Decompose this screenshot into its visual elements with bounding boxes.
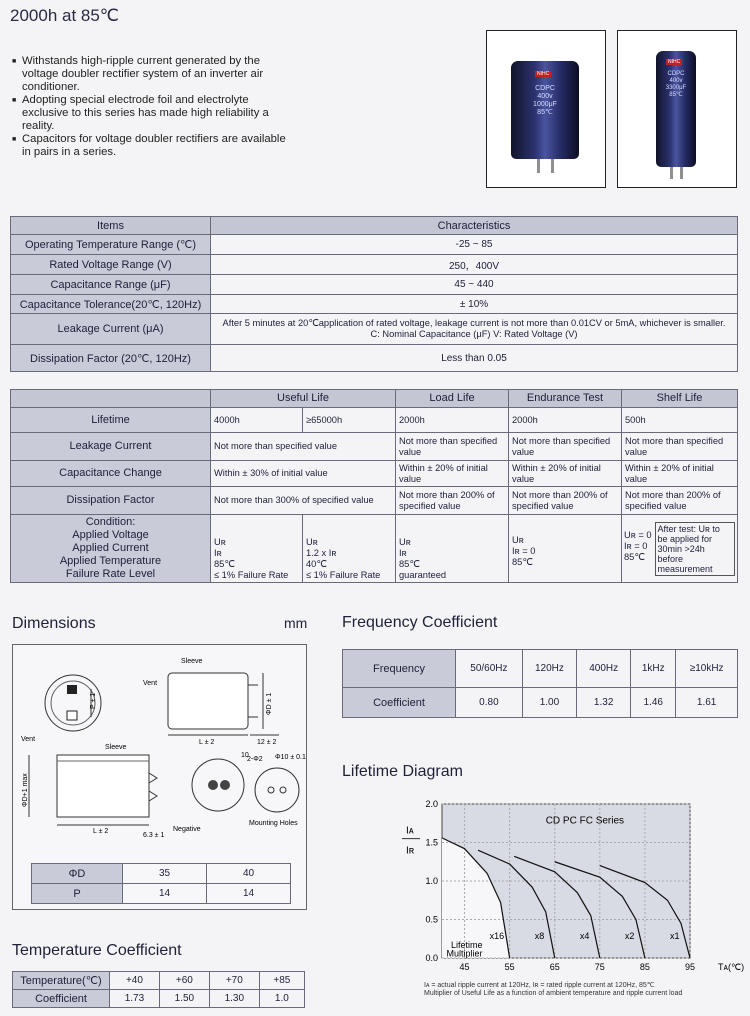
leakage-note: C: Nominal Capacitance (μF) V: Rated Voltage (V): [370, 329, 578, 339]
spec-label: Leakage Current (μA): [11, 314, 211, 345]
mounting-hole: [268, 787, 274, 793]
condition-label: Condition:: [85, 516, 136, 528]
lifetime-chart: [342, 792, 748, 980]
x-tick-label: 45: [459, 962, 470, 972]
page-title: 2000h at 85℃: [10, 6, 119, 25]
spec-label: Capacitance Range (μF): [11, 275, 211, 295]
spec-label: Rated Voltage Range (V): [11, 255, 211, 275]
freq-coef-cell: 0.80: [456, 688, 523, 718]
freq-cell: ≥10kHz: [676, 650, 738, 688]
label-l: L ± 2: [199, 739, 215, 746]
condition-cell: [211, 515, 303, 583]
brand-logo: NIHC: [537, 71, 550, 77]
condition-value: 85℃: [624, 551, 645, 562]
life-header-blank: [11, 390, 211, 408]
condition-value: 40℃: [306, 559, 327, 569]
freq-cell: 1kHz: [631, 650, 676, 688]
coef-cell: 1.30: [209, 990, 259, 1008]
life-cell: Not more than 200% of specified value: [622, 487, 738, 515]
brand-logo: NIHC: [668, 59, 681, 65]
spec-value: -25 ~ 85: [211, 235, 738, 255]
row-label: Capacitance Change: [11, 461, 211, 487]
dim-cell: 14: [123, 884, 207, 904]
label-vent: Vent: [143, 680, 158, 687]
feature-item: ■ Adopting special electrode foil and electrolyte exclusive to this series has made high reliability a reality.: [12, 94, 292, 133]
freq-coef-cell: 1.00: [522, 688, 576, 718]
specs-header-items: Items: [11, 217, 211, 235]
x-tick-label: 95: [684, 962, 696, 972]
condition-label: Failure Rate Level: [65, 568, 156, 580]
coef-cell: 1.0: [259, 990, 304, 1008]
capacitor-image: [511, 61, 579, 159]
label-len12: 12 ± 2: [257, 739, 277, 746]
freq-coef-cell: 1.46: [631, 688, 676, 718]
y-tick-label: 0.0: [425, 953, 438, 963]
coef-cell: 1.50: [159, 990, 209, 1008]
condition-label: Applied Voltage: [72, 529, 149, 541]
life-cell: Within ± 20% of initial value: [509, 461, 622, 487]
capacitor-image: [656, 51, 696, 167]
product-photo-snapin: [486, 30, 606, 188]
header-useful-life: Useful Life: [211, 390, 396, 408]
temp-cell: +85: [259, 972, 304, 990]
lifetime-footnotes: [424, 982, 682, 998]
coef-cell: 1.73: [110, 990, 160, 1008]
life-cell: Not more than specified value: [509, 433, 622, 461]
lead-pin: [551, 159, 554, 173]
coef-row-label: Coefficient: [13, 990, 110, 1008]
life-cell: Within ± 30% of initial value: [211, 461, 396, 487]
y-axis-label-top: Iᴀ: [406, 825, 414, 837]
temperature-table: [12, 971, 305, 1008]
life-cell: 2000h: [509, 408, 622, 433]
life-cell: Not more than specified value: [622, 433, 738, 461]
x-tick-label: 75: [594, 962, 605, 972]
freq-cell: 400Hz: [577, 650, 631, 688]
after-test-note: After test: Uʀ to be applied for 30min >24h before measurement: [655, 522, 735, 576]
frequency-table: [342, 649, 738, 718]
specs-table: [10, 216, 738, 372]
marking-text: 85℃: [669, 92, 683, 98]
dim-label-phid: ΦD: [32, 864, 123, 884]
spec-label: Dissipation Factor (20℃, 120Hz): [11, 345, 211, 372]
condition-value: Iʀ = 0: [624, 540, 648, 551]
label-p: P ± 1: [90, 692, 97, 709]
spec-value: 45 ~ 440: [211, 275, 738, 295]
temp-cell: +60: [159, 972, 209, 990]
condition-cell: [303, 515, 396, 583]
series-label-x2: x2: [624, 930, 635, 941]
side-view-body-2: [57, 755, 149, 817]
product-photo-tall: [617, 30, 737, 188]
label-sleeve: Sleeve: [181, 658, 203, 665]
label-l-2: L ± 2: [93, 828, 109, 835]
marking-text: 3300μF: [665, 85, 687, 91]
y-axis-label-bottom: Iʀ: [406, 845, 415, 857]
x-tick-label: 65: [549, 962, 560, 972]
condition-label: Applied Temperature: [59, 555, 162, 567]
dimensions-box: [12, 644, 307, 910]
dimension-table: [31, 863, 291, 904]
label-phi10: Φ10 ± 0.1: [275, 754, 306, 761]
marking-text: 1000μF: [533, 101, 557, 108]
snap-pins: [149, 773, 157, 801]
series-label-x4: x4: [579, 930, 590, 941]
temperature-title: Temperature Coefficient: [12, 942, 182, 959]
condition-value: 85℃: [512, 557, 533, 567]
freq-row-label: Frequency: [343, 650, 456, 688]
temp-cell: +40: [110, 972, 160, 990]
spec-value: 250，400V: [211, 255, 738, 275]
life-table: [10, 389, 738, 583]
label-phi2: 2-Φ2: [247, 756, 263, 763]
condition-cell: [509, 515, 622, 583]
freq-cell: 120Hz: [522, 650, 576, 688]
lifetime-title: Lifetime Diagram: [342, 763, 463, 780]
marking-text: CDPC: [535, 85, 555, 92]
condition-cell: [396, 515, 509, 583]
condition-label: Applied Current: [72, 542, 149, 554]
marking-text: 400v: [537, 93, 553, 100]
side-view-body: [168, 673, 248, 729]
y-tick-label: 1.0: [425, 876, 438, 886]
condition-value: guaranteed: [399, 570, 447, 580]
feature-item: ■ Capacitors for voltage doubler rectifiers are available in pairs in a series.: [12, 133, 292, 159]
life-cell: Not more than 200% of specified value: [396, 487, 509, 515]
life-cell: Not more than 300% of specified value: [211, 487, 396, 515]
life-cell: Within ± 20% of initial value: [622, 461, 738, 487]
header-load-life: Load Life: [396, 390, 509, 408]
freq-coef-cell: 1.32: [577, 688, 631, 718]
footnote: Iᴀ = actual ripple current at 120Hz, Iʀ = rated ripple current at 120Hz, 85℃: [424, 982, 655, 989]
feature-list: [12, 55, 292, 159]
terminal-dot: [208, 780, 218, 790]
row-label: Lifetime: [11, 408, 211, 433]
freq-coef-cell: 1.61: [676, 688, 738, 718]
dim-label-p: P: [32, 884, 123, 904]
life-cell: 4000h: [211, 408, 303, 433]
y-tick-label: 1.5: [425, 837, 438, 848]
row-label: Leakage Current: [11, 433, 211, 461]
dim-cell: 14: [207, 884, 291, 904]
condition-value: 1.2 x Iʀ: [306, 548, 337, 558]
condition-value: Iʀ = 0: [512, 546, 536, 556]
condition-value: 85℃: [214, 559, 235, 569]
x-tick-label: 85: [639, 962, 650, 972]
series-label-x1: x1: [670, 930, 680, 941]
life-cell: Within ± 20% of initial value: [396, 461, 509, 487]
condition-value: Iʀ: [214, 548, 222, 558]
condition-value: Uʀ: [512, 535, 524, 545]
frequency-title: Frequency Coefficient: [342, 614, 498, 631]
label-vent-2: Vent: [21, 736, 36, 743]
dim-cell: 40: [207, 864, 291, 884]
boundary-label-line1: Lifetime: [451, 939, 483, 950]
label-len63: 6.3 ± 1: [143, 832, 165, 839]
freq-cell: 50/60Hz: [456, 650, 523, 688]
feature-item: ■ Withstands high-ripple current generated by the voltage doubler rectifier system of an inverter air conditioner.: [12, 55, 292, 94]
condition-labels: [11, 515, 211, 583]
terminal-plus: [67, 685, 77, 694]
terminal-dot: [220, 780, 230, 790]
condition-value: Uʀ: [399, 537, 411, 547]
y-tick-label: 0.5: [425, 914, 438, 925]
leakage-text: After 5 minutes at 20℃application of rated voltage, leakage current is not more than 0.01CV or 5mA, whichever is smaller.: [222, 318, 726, 328]
temp-cell: +70: [209, 972, 259, 990]
header-shelf-life: Shelf Life: [622, 390, 738, 408]
life-cell: Not more than specified value: [211, 433, 396, 461]
marking-text: 400v: [669, 78, 683, 84]
life-cell: 2000h: [396, 408, 509, 433]
life-cell: ≥65000h: [303, 408, 396, 433]
dimensions-title: Dimensions: [12, 615, 96, 632]
footnote: Multiplier of Useful Life as a function of ambient temperature and ripple current load: [424, 990, 683, 997]
condition-value: Uʀ: [306, 537, 318, 547]
spec-value: ± 10%: [211, 295, 738, 314]
freq-coef-label: Coefficient: [343, 688, 456, 718]
specs-header-characteristics: Characteristics: [211, 217, 738, 235]
chart-title: CD PC FC Series: [545, 815, 625, 827]
spec-label: Capacitance Tolerance(20℃, 120Hz): [11, 295, 211, 314]
condition-value: ≤ 1% Failure Rate: [306, 570, 381, 580]
series-label-x16: x16: [489, 930, 505, 941]
dim-cell: 35: [123, 864, 207, 884]
label-d: ΦD ± 1: [266, 692, 273, 715]
condition-value: Iʀ: [399, 548, 407, 558]
lead-pin: [670, 167, 673, 179]
condition-value: 85℃: [399, 559, 420, 569]
condition-value: ≤ 1% Failure Rate: [214, 570, 289, 580]
terminal-minus: [67, 711, 77, 720]
dimensions-unit: mm: [284, 615, 308, 631]
spec-label: Operating Temperature Range (℃): [11, 235, 211, 255]
lead-pin: [680, 167, 683, 179]
label-ten: 10: [241, 752, 249, 759]
mounting-circle: [255, 768, 299, 812]
label-sleeve-2: Sleeve: [105, 744, 127, 751]
label-negative: Negative: [173, 826, 201, 833]
condition-cell: [622, 515, 738, 583]
temp-row-label: Temperature(℃): [13, 972, 110, 990]
label-holes: Mounting Holes: [249, 820, 298, 827]
condition-value: Uʀ = 0: [624, 529, 652, 540]
x-axis-label: Tᴀ(℃): [718, 962, 745, 972]
row-label: Dissipation Factor: [11, 487, 211, 515]
life-cell: Not more than specified value: [396, 433, 509, 461]
marking-text: CDPC: [667, 71, 685, 77]
x-tick-label: 55: [504, 962, 515, 972]
label-dmax: ΦD+1 max: [22, 773, 29, 807]
boundary-label-line2: Multiplier: [446, 948, 483, 959]
spec-value: Less than 0.05: [211, 345, 738, 372]
y-tick-label: 2.0: [425, 799, 438, 809]
condition-value: Uʀ: [214, 537, 226, 547]
series-label-x8: x8: [534, 930, 545, 941]
spec-value: [211, 314, 738, 345]
marking-text: 85℃: [537, 109, 553, 116]
life-cell: Not more than 200% of specified value: [509, 487, 622, 515]
header-endurance-test: Endurance Test: [509, 390, 622, 408]
mounting-hole: [280, 787, 286, 793]
lead-pin: [537, 159, 540, 173]
life-cell: 500h: [622, 408, 738, 433]
